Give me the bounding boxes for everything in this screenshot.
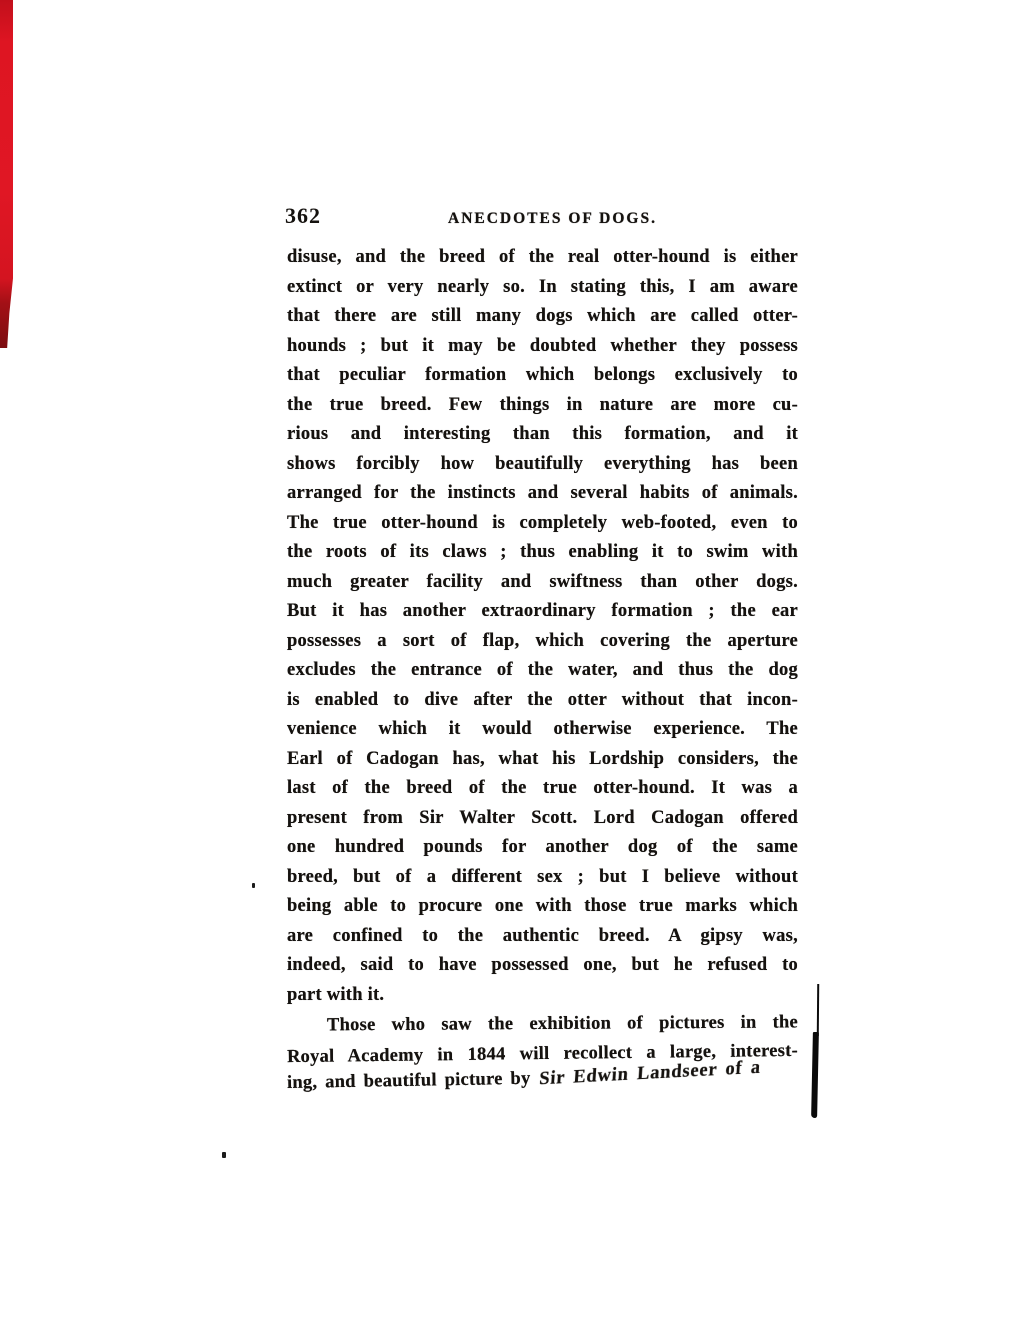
text-line: extinct or very nearly so. In stating this, I am aware bbox=[287, 276, 798, 297]
text-line-part: ing, and beautiful picture by bbox=[286, 1068, 531, 1093]
text-line: the true breed. Few things in nature are more cu- bbox=[287, 394, 798, 415]
text-line: rious and interesting than this formation, and it bbox=[287, 424, 798, 444]
text-line: that peculiar formation which belongs exclusively to bbox=[287, 365, 798, 385]
text-line: shows forcibly how beautifully everything has been bbox=[287, 453, 798, 474]
text-line: present from Sir Walter Scott. Lord Cadogan offered bbox=[287, 807, 798, 828]
scan-speck-artifact bbox=[252, 883, 255, 888]
scan-speck-artifact bbox=[222, 1152, 226, 1158]
text-line: hounds ; but it may be doubted whether they possess bbox=[287, 335, 798, 356]
body-text-block bbox=[287, 243, 798, 1099]
text-line: The true otter-hound is completely web-footed, even to bbox=[287, 512, 798, 533]
running-title: ANECDOTES OF DOGS. bbox=[448, 210, 657, 227]
text-line: part with it. bbox=[287, 984, 385, 1005]
text-line: are confined to the authentic breed. A gipsy was, bbox=[287, 925, 798, 946]
text-line: arranged for the instincts and several habits of animals. bbox=[287, 483, 798, 503]
text-line: indeed, said to have possessed one, but he refused to bbox=[287, 955, 798, 975]
text-line: is enabled to dive after the otter without that incon- bbox=[287, 689, 798, 710]
page-number: 362 bbox=[285, 203, 321, 228]
text-line: one hundred pounds for another dog of the same bbox=[287, 837, 798, 857]
scan-gutter-line-artifact bbox=[811, 1032, 819, 1118]
text-line: Those who saw the exhibition of pictures in the bbox=[326, 1012, 799, 1036]
text-line: being able to procure one with those true marks which bbox=[287, 896, 798, 916]
text-line: that there are still many dogs which are called otter- bbox=[287, 306, 798, 326]
text-line: But it has another extraordinary formation ; the ear bbox=[287, 601, 798, 621]
text-line: possesses a sort of flap, which covering the aperture bbox=[287, 630, 798, 651]
text-line: excludes the entrance of the water, and thus the dog bbox=[287, 660, 798, 680]
text-line: Earl of Cadogan has, what his Lordship considers, the bbox=[287, 748, 798, 769]
text-line-warped-part: Sir Edwin Landseer of a bbox=[538, 1057, 762, 1090]
text-line: Royal Academy in 1844 will recollect a large, interest- bbox=[286, 1040, 799, 1067]
scan-red-edge-artifact bbox=[0, 0, 13, 348]
text-line: last of the breed of the true otter-hound. It was a bbox=[287, 778, 798, 798]
text-line: disuse, and the breed of the real otter-hound is either bbox=[287, 247, 798, 267]
text-line: much greater facility and swiftness than other dogs. bbox=[287, 571, 798, 592]
scan-gutter-line-artifact bbox=[817, 984, 819, 1036]
text-line: venience which it would otherwise experience. The bbox=[287, 719, 798, 739]
text-line: breed, but of a different sex ; but I believe without bbox=[287, 866, 798, 887]
text-line: the roots of its claws ; thus enabling it to swim with bbox=[287, 542, 798, 562]
